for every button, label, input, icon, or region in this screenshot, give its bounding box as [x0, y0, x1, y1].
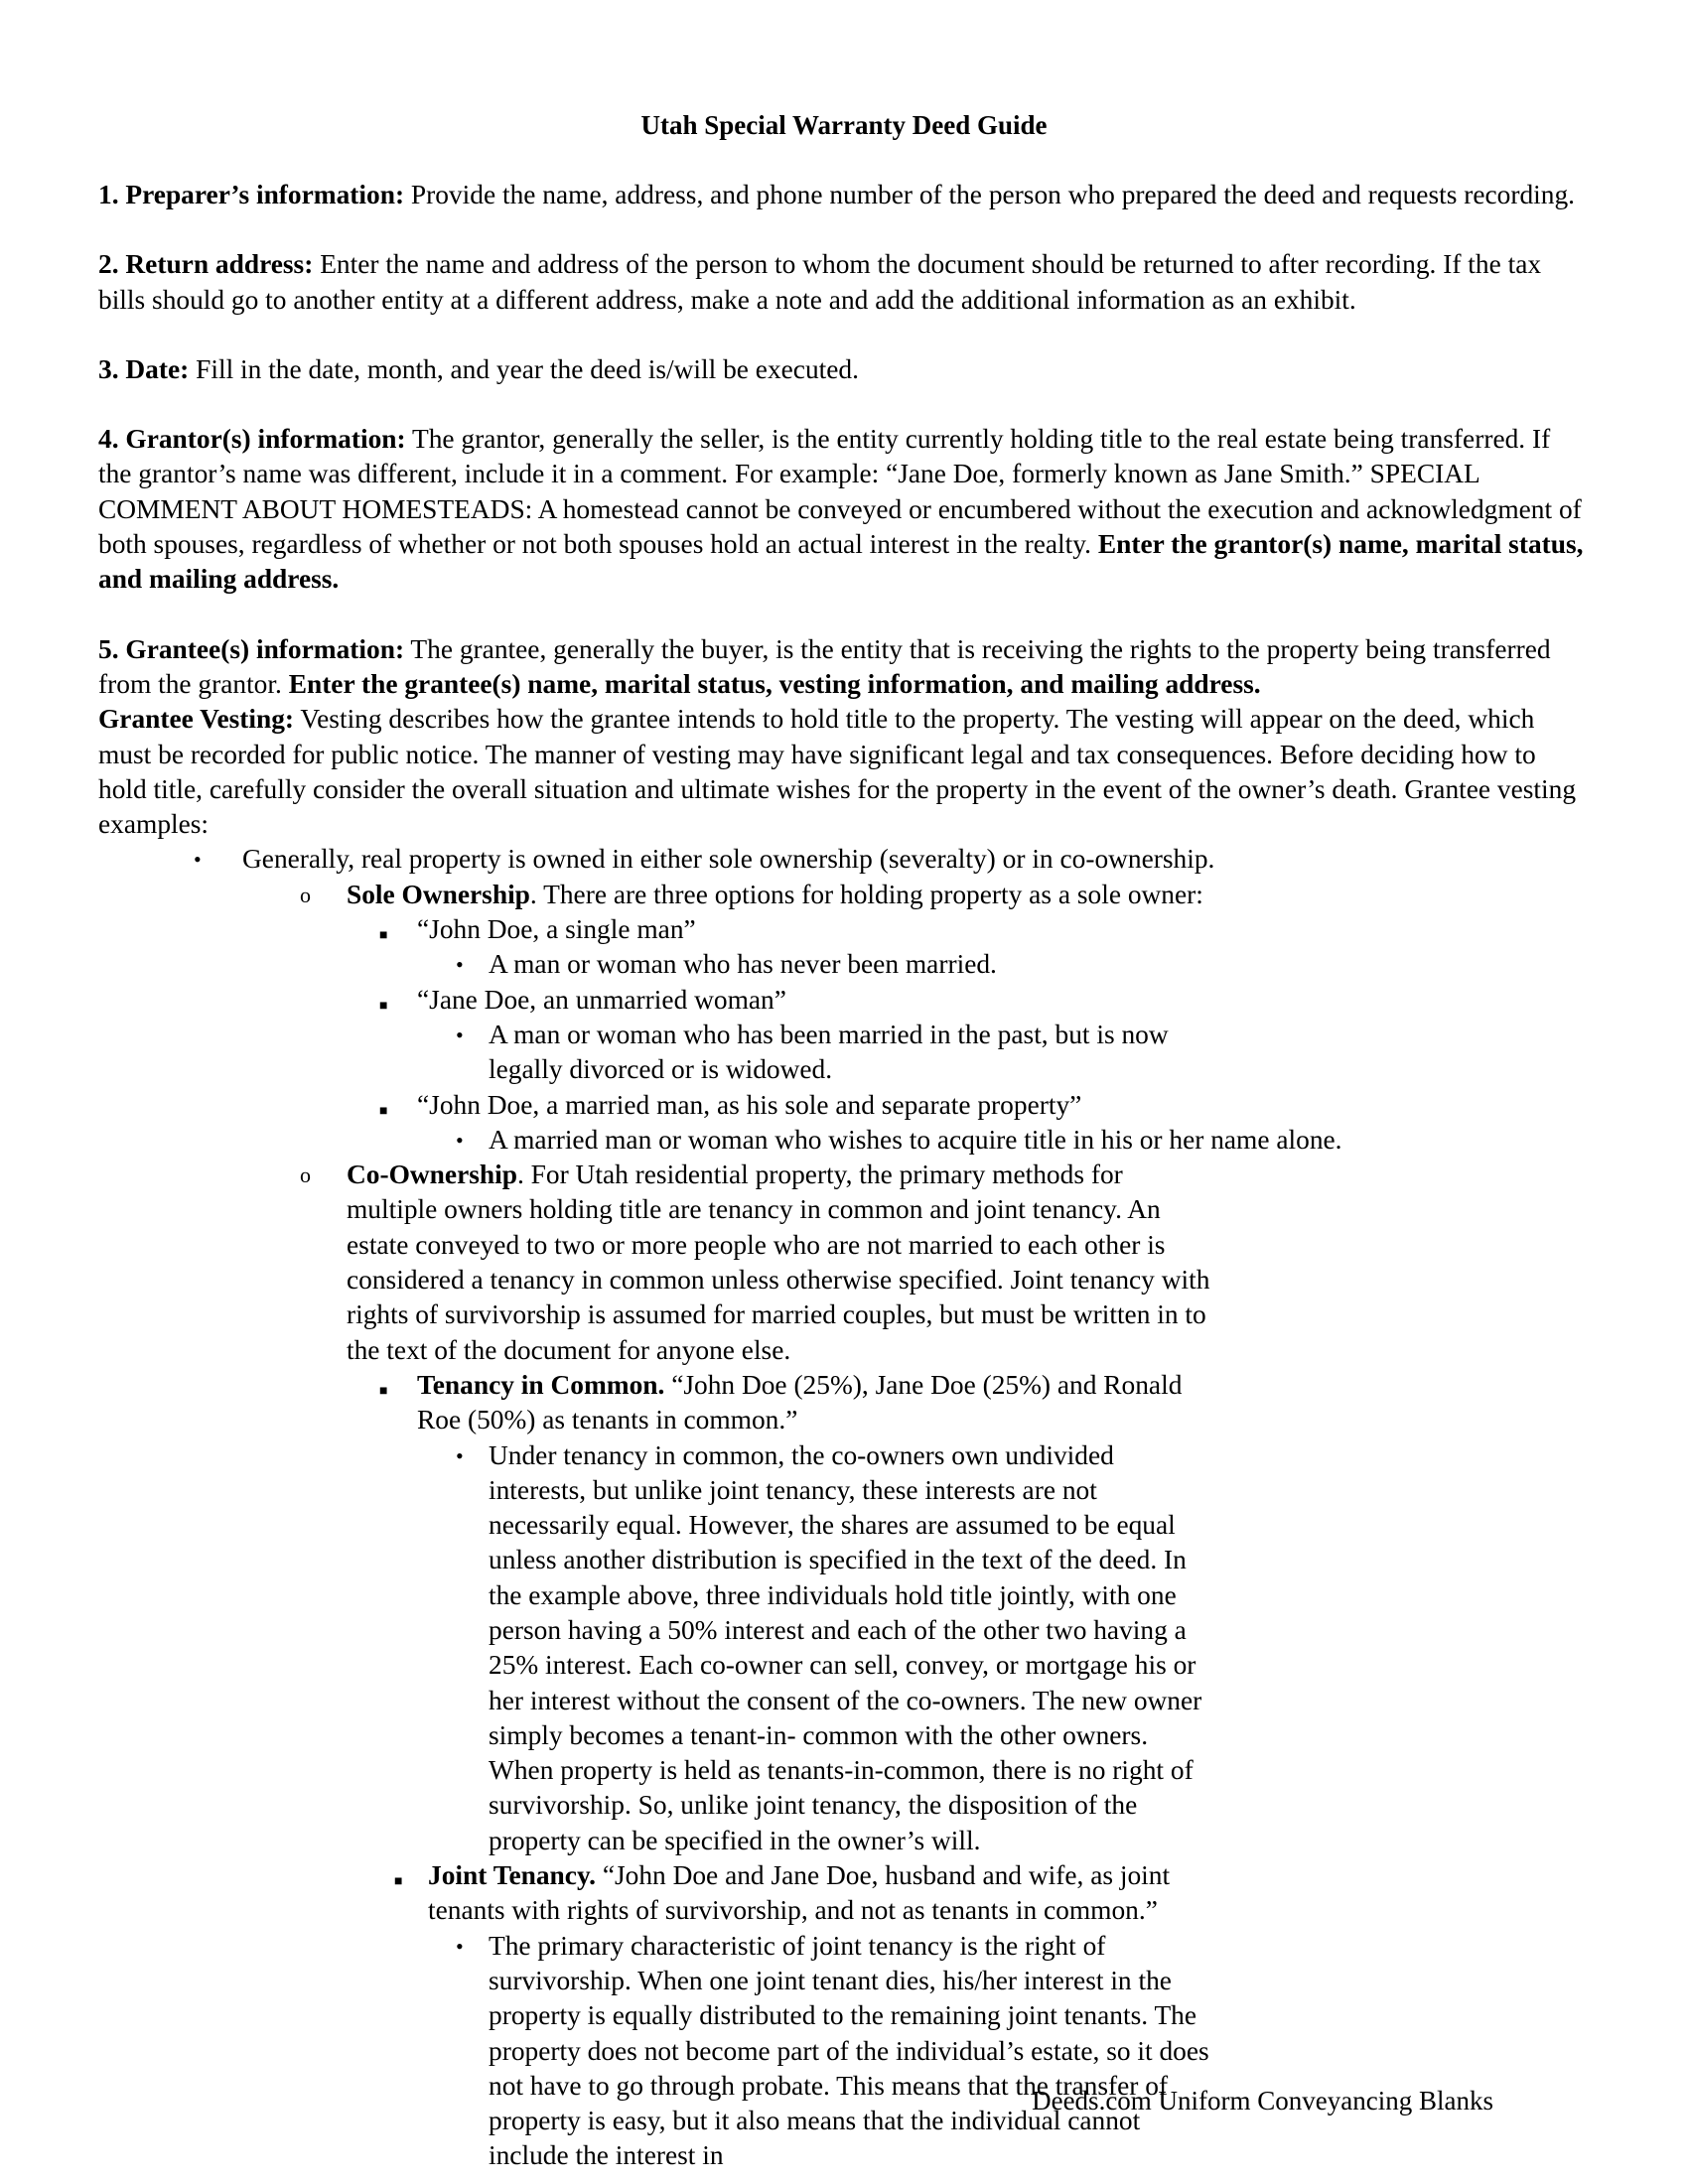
list-text: . There are three options for holding property as a sole owner: [529, 879, 1203, 909]
section-text: Fill in the date, month, and year the deed is/will be executed. [189, 353, 859, 384]
section-return-address [98, 247, 1588, 318]
list-label: Joint Tenancy. [428, 1860, 596, 1891]
list-text: A man or woman who has been married in the past, but is now legally divorced or is widowed. [489, 1019, 1169, 1085]
bullet-square-icon: ■ [394, 1874, 403, 1890]
list-text: “Jane Doe, an unmarried woman” [417, 984, 786, 1015]
bullet-dot-icon: • [456, 1022, 464, 1047]
section-label: 4. Grantor(s) information: [98, 424, 406, 455]
section-grantee [98, 632, 1588, 843]
section-text: Enter the name and address of the person to whom the document should be returned to after recording. If the tax bills should go to another entity at a different address, make a note and add the additional information as an exhibit. [98, 249, 1542, 315]
bullet-dot-icon: • [456, 1933, 464, 1959]
section-text: The grantor, generally the seller, is the entity currently holding title to the real estate being transferred. If the grantor’s name was different, include it in a comment. For example: “Jane Doe, formerly known as Jane Smith.” SPECIAL COMMENT ABOUT HOMESTEADS: A homestead cannot be conveyed or encumbered without the execution and acknowledgment of both spouses, regardless of whether or not both spouses hold an actual interest in the realty. [98, 424, 1582, 560]
list-item [98, 1018, 1588, 1088]
list-label: Sole Ownership [347, 879, 530, 909]
bullet-dot-icon: • [456, 952, 464, 978]
document-body [98, 178, 1588, 2174]
list-item [98, 842, 1588, 877]
list-item [98, 1858, 1588, 1929]
list-text: Generally, real property is owned in either sole ownership (severalty) or in co-ownership. [242, 844, 1215, 875]
list-label: Tenancy in Common. [417, 1369, 665, 1400]
list-text: “John Doe, a single man” [417, 914, 696, 945]
bullet-dot-icon: • [456, 1127, 464, 1153]
bullet-square-icon: ■ [379, 928, 388, 944]
bullet-circle-icon: o [300, 1162, 311, 1188]
list-text: The primary characteristic of joint tenancy is the right of survivorship. When one joint tenant dies, his/her interest in the property is equally distributed to the remaining joint tenants. The property does not become part of the individual’s estate, so it does not have to go through probate. This means that the transfer of property is easy, but it also means that the individual cannot include the interest in [489, 1930, 1209, 2171]
bullet-square-icon: ■ [379, 998, 388, 1014]
footer-text: Deeds.com Uniform Conveyancing Blanks [1032, 2086, 1493, 2116]
list-text: . For Utah residential property, the primary methods for multiple owners holding title are tenancy in common and joint tenancy. An estate conveyed to two or more people who are not married to each other is considered a tenancy in common unless otherwise specified. Joint tenancy with rights of survivorship is assumed for married couples, but must be written in to the text of the document for anyone else. [347, 1160, 1210, 1365]
section-instruction: Enter the grantee(s) name, marital status, vesting information, and mailing address. [288, 668, 1261, 699]
section-label: 1. Preparer’s information: [98, 180, 405, 209]
list-text: “John Doe and Jane Doe, husband and wife, as joint tenants with rights of survivorship, and not as tenants in common.” [428, 1860, 1171, 1926]
section-label: 3. Date: [98, 353, 190, 384]
vesting-text: Vesting describes how the grantee intends to hold title to the property. The vesting will appear on the deed, which must be recorded for public notice. The manner of vesting may have significant legal and tax consequences. Before deciding how to hold title, carefully consider the overall situation and ultimate wishes for the property in the event of the owner’s death. Grantee vesting examples: [98, 704, 1577, 840]
list-item [98, 1158, 1588, 1368]
bullet-square-icon: ■ [379, 1103, 388, 1119]
section-label: 5. Grantee(s) information: [98, 633, 405, 664]
list-text: “John Doe (25%), Jane Doe (25%) and Ronald Roe (50%) as tenants in common.” [417, 1369, 1183, 1435]
list-item [98, 1368, 1588, 1438]
list-text: Under tenancy in common, the co-owners own undivided interests, but unlike joint tenancy, these interests are not necessarily equal. However, the shares are assumed to be equal unless another distribution is specified in the text of the deed. In the example above, three individuals hold title jointly, with one person having a 50% interest and each of the other two having a 25% interest. Each co-owner can sell, convey, or mortgage his or her interest without the consent of the co-owners. The new owner simply becomes a tenant-in- common with the other owners. When property is held as tenants-in-common, there is no right of survivorship. So, unlike joint tenancy, the disposition of the property can be specified in the owner’s will. [489, 1439, 1202, 1855]
list-item [98, 878, 1588, 912]
section-label: 2. Return address: [98, 249, 314, 280]
bullet-dot-icon: • [194, 847, 202, 873]
bullet-dot-icon: • [456, 1442, 464, 1468]
list-item [98, 912, 1588, 947]
bullet-square-icon: ■ [379, 1383, 388, 1399]
bullet-circle-icon: o [300, 882, 311, 907]
vesting-label: Grantee Vesting: [98, 704, 295, 735]
list-item [98, 1088, 1588, 1123]
list-text: A married man or woman who wishes to acquire title in his or her name alone. [489, 1124, 1342, 1155]
list-text: “John Doe, a married man, as his sole and separate property” [417, 1089, 1082, 1120]
section-date [98, 352, 1588, 387]
list-label: Co-Ownership [347, 1160, 517, 1190]
list-text: A man or woman who has never been married. [489, 949, 997, 980]
section-preparer [98, 178, 1588, 212]
document-title: Utah Special Warranty Deed Guide [640, 110, 1048, 140]
list-item [98, 1929, 1588, 2174]
section-text: Provide the name, address, and phone number of the person who prepared the deed and requests recording. [404, 180, 1576, 209]
section-instruction: Enter the grantor(s) name, marital status, and mailing address. [98, 529, 1584, 595]
section-text: The grantee, generally the buyer, is the entity that is receiving the rights to the property being transferred from the grantor. [98, 633, 1551, 699]
list-item [98, 983, 1588, 1018]
list-item [98, 1123, 1588, 1158]
section-grantor [98, 422, 1588, 597]
list-item [98, 947, 1588, 982]
list-item [98, 1438, 1588, 1859]
